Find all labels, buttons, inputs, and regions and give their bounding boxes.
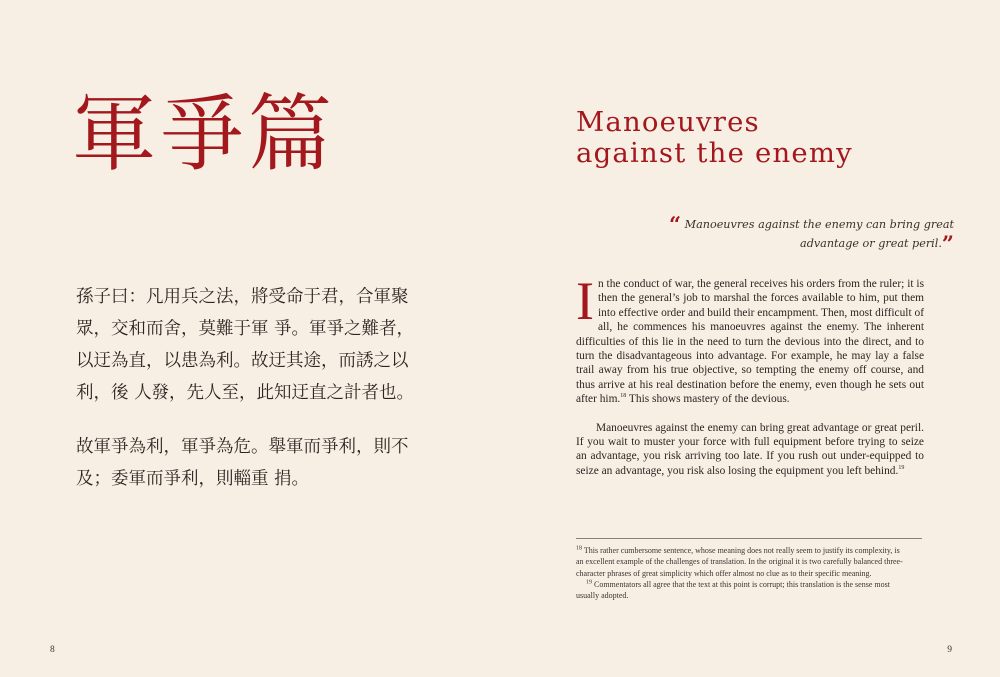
pull-quote-text: Manoeuvres against the enemy can bring great advantage or great peril. — [684, 218, 954, 250]
footnote-number-19: 19 — [586, 579, 592, 586]
open-quote-mark: “ — [668, 212, 682, 237]
body-paragraph-2-text: Manoeuvres against the enemy can bring great advantage or great peril. If you wait to muster your force with full equipment before trying to seize an advantage, you risk arriving too late. If you rush out under-equipped to seize an advantage, you risk also losing the equipment you left behind. — [576, 421, 924, 477]
footnote-ref-19[interactable]: 19 — [898, 465, 905, 472]
footnote-divider — [576, 538, 922, 539]
footnote-ref-18[interactable]: 18 — [620, 393, 627, 400]
chinese-paragraph-2: 故軍爭為利，軍爭為危。舉軍而爭利，則不及；委軍而爭利，則輜重 捐。 — [76, 437, 409, 489]
body-paragraph-1 — [576, 271, 924, 407]
body-paragraph-2 — [576, 421, 924, 479]
title-line-1: Manoeuvres — [576, 106, 760, 138]
footnote-19 — [576, 579, 906, 602]
body-paragraph-1-text: n the conduct of war, the general receives his orders from the ruler; it is then the general’s job to marshal the forces available to him, put them into effective order and build their encampment. Then, most difficult of all, he commences his manoeuvres against the enemy. The inherent difficulties of this lie in the need to turn the devious into the direct, and to turn the disadvantageous into advantage. For example, he may lay a false trail away from his true objective, so tempting the enemy off course, and thus arrive at his real destination before the enemy, even though he sets out after him. — [576, 278, 924, 406]
footnote-18-text: This rather cumbersome sentence, whose meaning does not really seem to justify its complexity, is an excellent example of the challenges of translation. In the original it is two carefully balanced three-character phrases of great simplicity which offer almost no clue as to their specific meaning. — [576, 546, 903, 578]
english-chapter-title — [576, 107, 853, 169]
body-paragraph-1-tail: This shows mastery of the devious. — [626, 393, 790, 406]
page-number-right: 9 — [947, 645, 952, 655]
right-page — [500, 0, 1000, 677]
page-number-left: 8 — [50, 645, 55, 655]
pull-quote — [654, 212, 954, 256]
chinese-chapter-title: 軍爭篇 — [72, 85, 337, 183]
footnotes — [576, 545, 906, 601]
body-text — [576, 271, 924, 478]
footnote-19-text: Commentators all agree that the text at this point is corrupt; this translation is the sense most usually adopted. — [576, 579, 890, 601]
footnote-number-18: 18 — [576, 545, 582, 552]
chinese-paragraph-1: 孫子曰：凡用兵之法，將受命于君，合軍聚眾，交和而舍，莫難于軍 爭。軍爭之難者，以迂為直，以患為利。故迂其途，而誘之以利，後 人發，先人至，此知迂直之計者也。 — [76, 287, 415, 403]
close-quote-mark: ” — [941, 231, 954, 256]
footnote-18 — [576, 545, 906, 579]
drop-cap: I — [576, 271, 594, 331]
title-line-2: against the enemy — [576, 137, 853, 169]
